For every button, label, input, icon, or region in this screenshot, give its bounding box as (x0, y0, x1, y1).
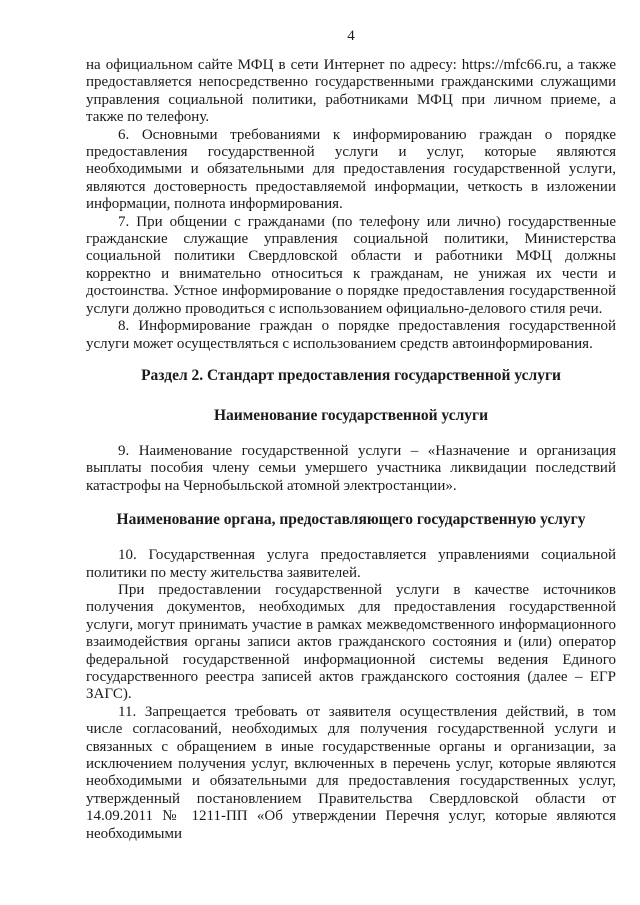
section-heading: Раздел 2. Стандарт предоставления государственной услуги (141, 366, 561, 384)
paragraph-10-sources: При предоставлении государственной услуги в качестве источников получения документов, необходимых для предоставления государственной услуги, могут принимать участие в рамках межведомственного информационного взаимодействия органы записи актов гражданского состояния и (или) оператор федеральной государственной информационной системы ведения Единого государственного реестра записей актов гражданского состояния (далее – ЕГР ЗАГС). (86, 581, 616, 703)
paragraph-11: 11. Запрещается требовать от заявителя осуществления действий, в том числе согласований, необходимых для получения государственной услуги и связанных с обращением в иные государственные органы и организации, за исключением получения услуг, включенных в перечень услуг, которые являются необходимыми и обязательными для предоставления государственных услуг, утвержденный постановлением Правительства Свердловской области от 14.09.2011 № 1211-ПП «Об утверждении Перечня услуг, которые являются необходимыми (86, 703, 616, 842)
paragraph-7: 7. При общении с гражданами (по телефону или лично) государственные гражданские служащие управления социальной политики, Министерства социальной политики Свердловской области и работники МФЦ должны корректно и внимательно относиться к гражданам, не унижая их чести и достоинства. Устное информирование о порядке предоставления государственной услуги должно проводиться с использованием официально-делового стиля речи. (86, 213, 616, 317)
paragraph-continuation: на официальном сайте МФЦ в сети Интернет по адресу: https://mfc66.ru, а также предоставляется непосредственно государственными гражданскими служащими управления социальной политики, работниками МФЦ при личном приеме, а также по телефону. (86, 57, 616, 126)
page-number: 4 (347, 28, 355, 44)
paragraph-8: 8. Информирование граждан о порядке предоставления государственной услуги может осуществляться с использованием средств автоинформирования. (86, 318, 616, 352)
paragraph-6: 6. Основными требованиями к информированию граждан о порядке предоставления государственной услуги и услуг, которые являются необходимыми и обязательными для предоставления государственной услуги, являются достоверность предоставляемой информации, четкость в изложении информации, полнота информирования. (86, 126, 616, 213)
paragraph-10: 10. Государственная услуга предоставляется управлениями социальной политики по месту жительства заявителей. (86, 547, 616, 581)
paragraph-9: 9. Наименование государственной услуги – «Назначение и организация выплаты пособия члену семьи умершего участника ликвидации последствий катастрофы на Чернобыльской атомной электростанции». (86, 442, 616, 494)
subsection-heading-provider: Наименование органа, предоставляющего государственную услугу (116, 511, 586, 529)
subsection-heading-service-name: Наименование государственной услуги (214, 406, 488, 424)
